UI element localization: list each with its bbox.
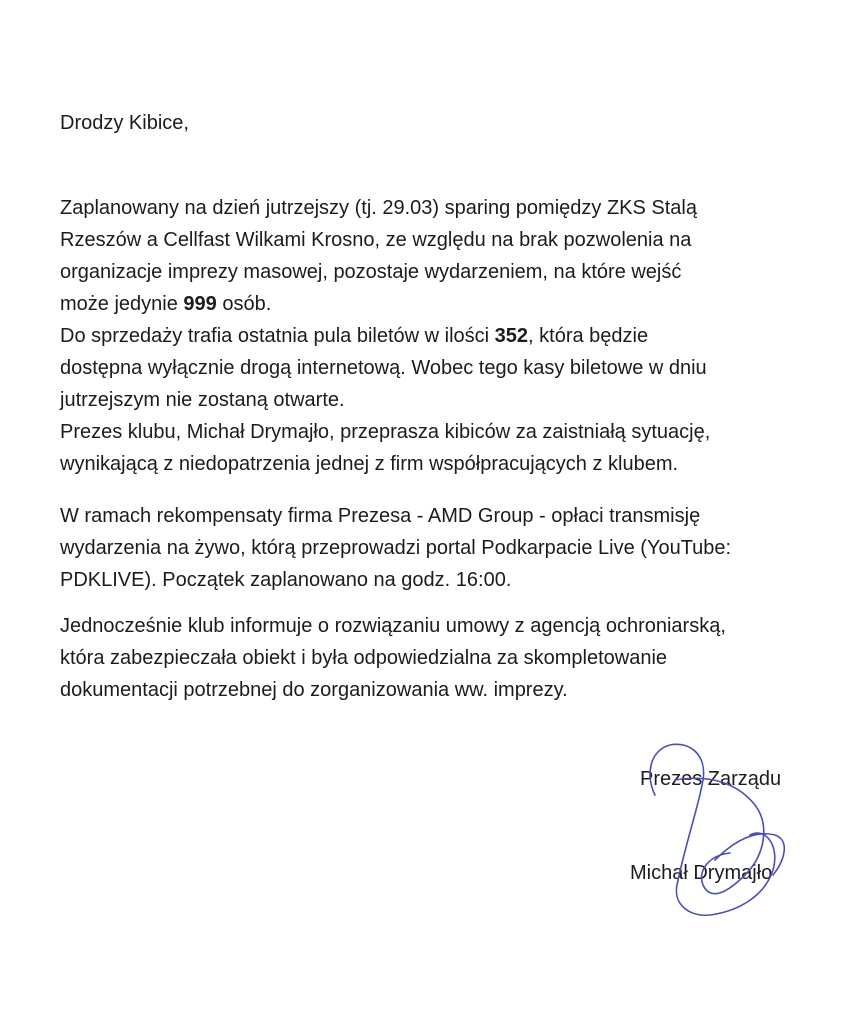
signature-stroke (650, 744, 775, 915)
text-fragment: Do sprzedaży trafia ostatnia pula biletów w ilości (60, 325, 495, 347)
paragraph-security-agency (60, 610, 820, 706)
text-line: Prezes klubu, Michał Drymajło, przeprasza kibiców za zaistniałą sytuację, (60, 421, 711, 443)
text-line: Rzeszów a Cellfast Wilkami Krosno, ze względu na brak pozwolenia na (60, 229, 692, 251)
text-line: organizacje imprezy masowej, pozostaje wydarzeniem, na które wejść (60, 261, 682, 283)
text-fragment: , która będzie (528, 325, 649, 347)
tickets-number: 352 (494, 325, 529, 347)
text-line (60, 320, 820, 352)
text-line: jutrzejszym nie zostaną otwarte. (60, 389, 345, 411)
letter-greeting: Drodzy Kibice, (60, 112, 189, 134)
text-line: Jednocześnie klub informuje o rozwiązaniu umowy z agencją ochroniarską, (60, 615, 726, 637)
signature-title: Prezes Zarządu (640, 768, 782, 790)
text-line: PDKLIVE). Początek zaplanowano na godz. 16:00. (60, 569, 512, 591)
text-line: Zaplanowany na dzień jutrzejszy (tj. 29.03) sparing pomiędzy ZKS Stalą (60, 197, 697, 219)
text-fragment: osób. (216, 293, 272, 315)
signature-name: Michał Drymajło (630, 862, 773, 884)
paragraph-announcement (60, 192, 820, 480)
handwritten-signature (615, 735, 805, 925)
text-line: dostępna wyłącznie drogą internetową. Wobec tego kasy biletowe w dniu (60, 357, 707, 379)
text-line (60, 288, 820, 320)
capacity-number: 999 (183, 293, 217, 315)
text-line: która zabezpieczała obiekt i była odpowiedzialna za skompletowanie (60, 647, 668, 669)
paragraph-compensation (60, 500, 820, 596)
text-line: wynikającą z niedopatrzenia jednej z firm współpracujących z klubem. (60, 453, 679, 475)
text-line: dokumentacji potrzebnej do zorganizowania ww. imprezy. (60, 679, 568, 701)
text-line: wydarzenia na żywo, którą przeprowadzi portal Podkarpacie Live (YouTube: (60, 537, 732, 559)
text-line: W ramach rekompensaty firma Prezesa - AMD Group - opłaci transmisję (60, 505, 701, 527)
text-fragment: może jedynie (60, 293, 184, 315)
